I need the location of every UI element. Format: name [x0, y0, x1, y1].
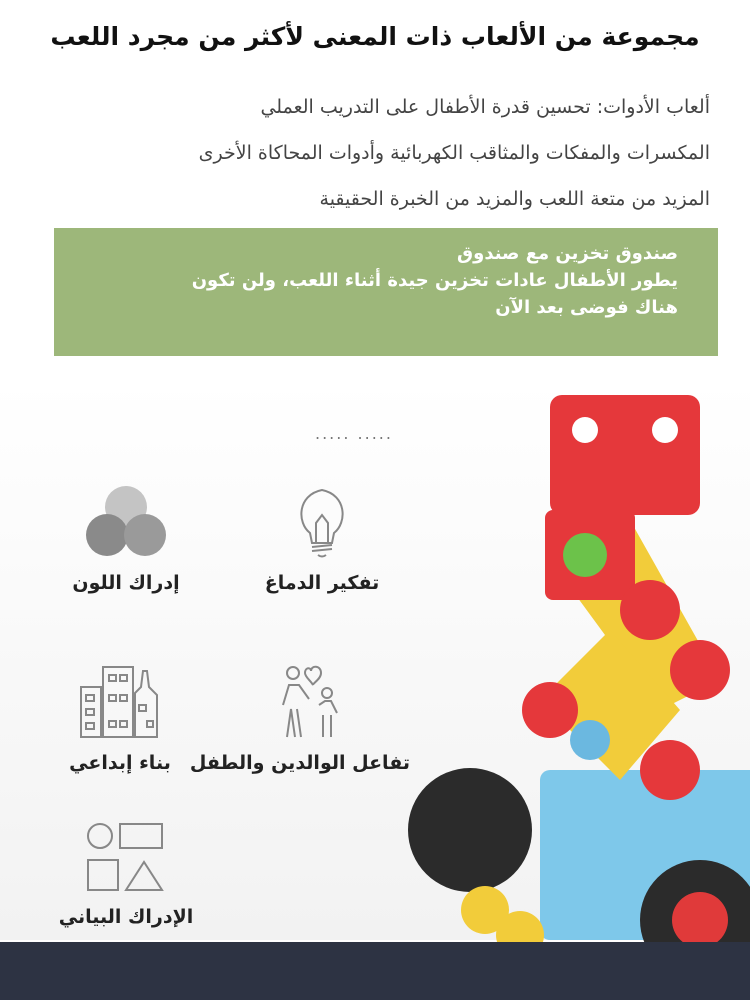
- description-line: المزيد من متعة اللعب والمزيد من الخبرة الحقيقية: [319, 188, 710, 210]
- toy-robot-image: [400, 380, 750, 1000]
- feature-parent-child: [189, 665, 410, 774]
- feature-label: بناء إبداعي: [69, 752, 171, 774]
- bottom-band: [0, 942, 750, 1000]
- description-line: ألعاب الأدوات: تحسين قدرة الأطفال على التدريب العملي: [260, 96, 710, 118]
- description: [30, 84, 710, 222]
- feature-color-perception: [26, 485, 226, 594]
- dots-divider: ..... .....: [315, 424, 393, 443]
- storage-text: هناك فوضى بعد الآن: [495, 297, 678, 318]
- feature-brain-thinking: [222, 485, 422, 594]
- description-line: المكسرات والمفكات والمثاقب الكهربائية وأدوات المحاكاة الأخرى: [198, 142, 710, 164]
- parent-child-icon: [275, 665, 345, 740]
- feature-creative-building: [20, 665, 220, 774]
- feature-label: إدراك اللون: [72, 572, 180, 594]
- lightbulb-icon: [292, 485, 352, 560]
- storage-text: يطور الأطفال عادات تخزين جيدة أثناء اللعب، ولن تكون: [191, 270, 678, 291]
- page-title: مجموعة من الألعاب ذات المعنى لأكثر من مجرد اللعب: [50, 22, 700, 51]
- feature-label: الإدراك البياني: [58, 906, 194, 928]
- feature-label: تفاعل الوالدين والطفل: [189, 752, 410, 774]
- shapes-icon: [86, 822, 166, 894]
- color-circles-icon: [85, 485, 167, 560]
- storage-heading: صندوق تخزين مع صندوق: [457, 243, 678, 264]
- buildings-icon: [79, 665, 161, 740]
- feature-label: تفكير الدماغ: [264, 572, 380, 594]
- storage-box-banner: [54, 228, 718, 356]
- feature-spatial-perception: [26, 822, 226, 928]
